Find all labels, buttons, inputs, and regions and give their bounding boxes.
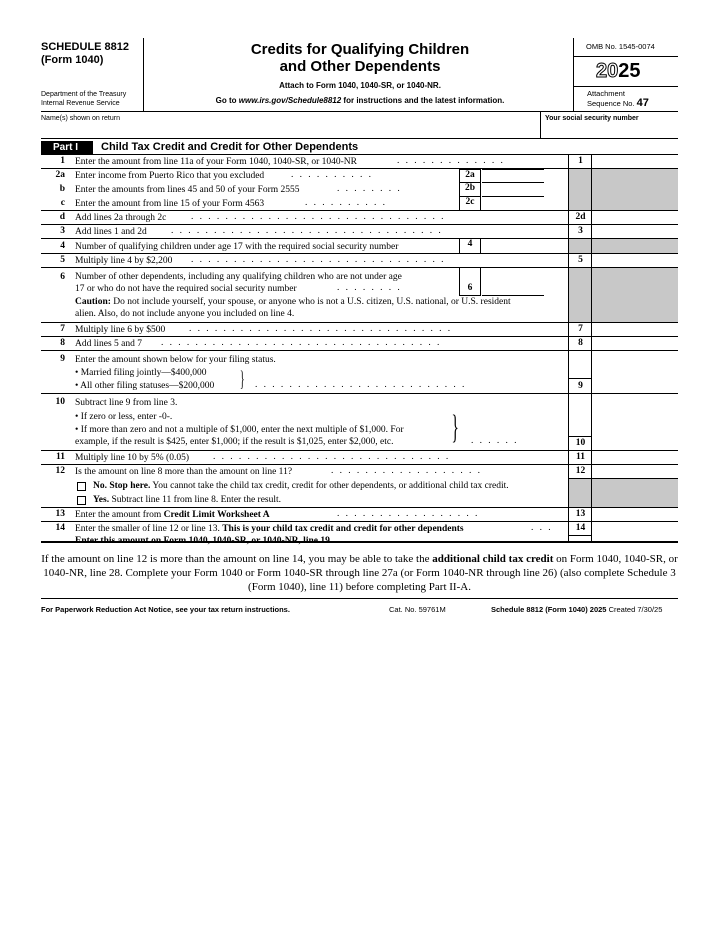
line-7-box: 7 [578, 324, 583, 334]
schedule-name: SCHEDULE 8812 [41, 41, 130, 53]
name-label: Name(s) shown on return [41, 115, 120, 122]
brace-icon: } [451, 409, 459, 446]
line-13-text-bold: Credit Limit Worksheet A [163, 510, 270, 520]
line-9-box: 9 [578, 381, 583, 391]
line-5-amount[interactable] [592, 254, 678, 267]
line-8-amount[interactable] [592, 337, 678, 350]
line-2b-box: 2b [459, 183, 481, 197]
leader-dots: . . . . . . . . . . . . . . . . . [337, 509, 478, 519]
line-6-box: 6 [459, 268, 481, 296]
sequence-text: Sequence No. [587, 99, 635, 108]
line-4 [41, 239, 678, 254]
year-outline: 20 [596, 60, 619, 82]
line-5-box: 5 [578, 255, 583, 265]
line-1-amount[interactable] [592, 155, 678, 168]
catalog-number: Cat. No. 59761M [389, 605, 446, 614]
leader-dots: . . . . . . . . . . . . . [397, 156, 504, 166]
part1-header [41, 139, 678, 155]
title-line-1: Credits for Qualifying Children [250, 41, 470, 58]
line-2a [41, 169, 678, 183]
line-5 [41, 254, 678, 268]
line-7 [41, 323, 678, 337]
line-3-num: 3 [60, 226, 65, 236]
line-2a-box: 2a [459, 169, 481, 183]
line-11-amount[interactable] [592, 451, 678, 464]
dept-irs: Internal Revenue Service [41, 100, 120, 107]
note-post: on Form 1040, 1040-SR, or 1040-NR, line 28. Complete your Form 1040 or Form 1040-SR through line 27a (or Form 1040-NR through line 26) (also complete Schedule 3 (Form 1040), line 11) before completing Part II-A. [43, 553, 678, 593]
line-3-box: 3 [578, 226, 583, 236]
leader-dots: . . . . . . . . . . . . . . . . . . . . . . . . . . . . . . [191, 212, 444, 222]
line-10-option-1: • If zero or less, enter -0-. [75, 412, 173, 422]
line-4-text: Number of qualifying children under age 17 with the required social security number [75, 242, 399, 252]
part1-bottom-rule [41, 541, 678, 543]
header-left [41, 38, 144, 112]
line-2c [41, 197, 678, 211]
line-2d-box: 2d [575, 212, 586, 222]
line-3-text: Add lines 1 and 2d [75, 227, 147, 237]
caution-text-1: Do not include yourself, your spouse, or anyone who is not a U.S. citizen, U.S. national, or U.S. resident [110, 297, 511, 307]
line-2d [41, 211, 678, 225]
line-12 [41, 465, 678, 508]
leader-dots: . . . . . . . . . . [305, 198, 386, 208]
line-10-box: 10 [575, 438, 586, 448]
line-6-amount[interactable] [482, 268, 544, 296]
line-10-text: Subtract line 9 from line 3. [75, 398, 178, 408]
goto-note [145, 96, 575, 105]
attach-note: Attach to Form 1040, 1040-SR, or 1040-NR. [279, 81, 441, 90]
line-8 [41, 337, 678, 351]
line-2c-amount[interactable] [482, 197, 544, 210]
line-13 [41, 508, 678, 522]
omb-number: OMB No. 1545-0074 [586, 42, 655, 51]
ssn-label: Your social security number [545, 115, 639, 122]
form-footer [41, 598, 678, 622]
line-12-num: 12 [55, 466, 65, 476]
line-6 [41, 268, 678, 323]
line-13-box: 13 [575, 509, 586, 519]
no-checkbox[interactable] [77, 482, 86, 491]
leader-dots: . . . . . . . . . . [291, 170, 372, 180]
form-header [41, 38, 678, 112]
line-2c-box: 2c [459, 197, 481, 210]
line-11-box: 11 [576, 452, 585, 462]
line-13-amount[interactable] [592, 508, 678, 521]
goto-url[interactable]: www.irs.gov/Schedule8812 [238, 96, 342, 105]
leader-dots: . . . . . . . . . . . . . . . . . . . . . . . . . . . . [213, 452, 449, 462]
line-8-box: 8 [578, 338, 583, 348]
line-5-text: Multiply line 4 by $2,200 [75, 256, 173, 266]
line-9-box-top [569, 378, 592, 379]
line-1-box: 1 [578, 156, 583, 166]
line-2b-text: Enter the amounts from lines 45 and 50 of your Form 2555 [75, 185, 300, 195]
line-2b-amount[interactable] [482, 183, 544, 197]
line-11 [41, 451, 678, 465]
line-9 [41, 351, 678, 394]
line-6-text-1: Number of other dependents, including any qualifying children who are not under age [75, 272, 402, 282]
line-3 [41, 225, 678, 239]
yes-text: Subtract line 11 from line 8. Enter the result. [109, 495, 282, 505]
year-rule [574, 86, 678, 87]
line-12-amount[interactable] [592, 465, 678, 478]
line-13-text [75, 509, 270, 521]
line-1 [41, 155, 678, 169]
line-10-option-3: example, if the result is $425, enter $1,000; if the result is $1,025, enter $2,000, etc. [75, 437, 394, 447]
line-6-text-2: 17 or who do not have the required social security number [75, 284, 297, 294]
line-2b [41, 183, 678, 197]
ssn-cell [540, 112, 678, 139]
line-11-text: Multiply line 10 by 5% (0.05) [75, 453, 189, 463]
leader-dots: . . . . . . . . [337, 283, 401, 293]
header-right [573, 38, 678, 112]
line-10 [41, 394, 678, 451]
line-10-box-top [569, 436, 592, 437]
paperwork-notice: For Paperwork Reduction Act Notice, see your tax return instructions. [41, 605, 290, 614]
line-9-num: 9 [60, 354, 65, 364]
line-8-text: Add lines 5 and 7 [75, 339, 143, 349]
sequence-label [587, 99, 649, 109]
leader-dots: . . . . . . [471, 436, 517, 446]
line-10-num: 10 [55, 397, 65, 407]
line-13-num: 13 [55, 509, 65, 519]
year-solid: 25 [618, 60, 641, 82]
line-2c-num: c [60, 198, 65, 208]
part1-label: Part I [41, 141, 93, 154]
line-2a-num: 2a [55, 170, 65, 180]
line-9-option-1: • Married filing jointly—$400,000 [75, 368, 207, 378]
note-bold: additional child tax credit [432, 553, 554, 565]
line-14-amount[interactable] [592, 522, 678, 540]
form-name: (Form 1040) [41, 54, 104, 66]
line-7-amount[interactable] [592, 323, 678, 336]
title-line-2: and Other Dependents [279, 58, 441, 75]
leader-dots: . . . . . . . . [337, 184, 401, 194]
yes-label: Yes. [93, 495, 110, 505]
attachment-label: Attachment [587, 89, 625, 98]
line-12-text: Is the amount on line 8 more than the amount on line 11? [75, 467, 293, 477]
line-6-caution-2: alien. Also, do not include anyone you included on line 4. [75, 309, 295, 319]
line-13-text-pre: Enter the amount from [75, 510, 164, 520]
yes-option [93, 494, 281, 506]
line-14-box-bottom [569, 535, 592, 536]
line-8-num: 8 [60, 338, 65, 348]
line-11-num: 11 [56, 452, 65, 462]
line-14-text-bold: This is your child tax credit and credit for other dependents [222, 524, 464, 534]
additional-credit-note [41, 552, 678, 594]
yes-checkbox[interactable] [77, 496, 86, 505]
no-text: You cannot take the child tax credit, credit for other dependents, or additional child tax credit. [150, 481, 509, 491]
omb-rule [574, 56, 678, 57]
line-2d-num: d [59, 212, 65, 222]
no-option [93, 480, 509, 492]
line-12-box-bottom [569, 478, 678, 479]
line-10-amount[interactable] [592, 437, 678, 450]
line-2a-text: Enter income from Puerto Rico that you excluded [75, 171, 265, 181]
leader-dots: . . . . . . . . . . . . . . . . . . . . . . . . . [255, 380, 465, 390]
leader-dots: . . . . . . . . . . . . . . . . . . . . . . . . . . . . . . . . . [161, 338, 440, 348]
line-4-amount[interactable] [482, 239, 544, 253]
line-14 [41, 522, 678, 541]
line-2b-num: b [59, 184, 65, 194]
name-field[interactable] [41, 122, 539, 138]
line-7-text: Multiply line 6 by $500 [75, 325, 166, 335]
leader-dots: . . . . . . . . . . . . . . . . . . . . . . . . . . . . . . . . [171, 226, 442, 236]
sequence-number: 47 [636, 97, 649, 109]
line-1-text: Enter the amount from line 11a of your Form 1040, 1040-SR, or 1040-NR [75, 157, 357, 167]
note-pre: If the amount on line 12 is more than the amount on line 14, you may be able to take the [41, 553, 433, 565]
form-id-name: Schedule 8812 (Form 1040) 2025 [491, 605, 607, 614]
leader-dots: . . . . . . . . . . . . . . . . . . . . . . . . . . . . . . . [189, 324, 451, 334]
line-9-option-2: • All other filing statuses—$200,000 [75, 381, 215, 391]
line-2d-text: Add lines 2a through 2c [75, 213, 167, 223]
leader-dots: . . . . . . . . . . . . . . . . . . . . . . . . . . . . . . [191, 255, 444, 265]
goto-pre: Go to [215, 96, 239, 105]
no-label: No. Stop here. [93, 481, 151, 491]
line-2a-amount[interactable] [482, 169, 544, 183]
leader-dots: . . . . . . . . . . . . . . . . . . [331, 466, 481, 476]
line-10-option-2: • If more than zero and not a multiple of $1,000, enter the next multiple of $1,000. For [75, 425, 404, 435]
brace-icon: } [239, 366, 245, 391]
line-9-text: Enter the amount shown below for your filing status. [75, 355, 276, 365]
line-14-text-pre: Enter the smaller of line 12 or line 13. [75, 524, 223, 534]
leader-dots: . . . [531, 523, 552, 533]
line-6-caution-1 [75, 296, 511, 308]
line-7-num: 7 [60, 324, 65, 334]
line-14-box: 14 [575, 523, 586, 533]
line-14-text [75, 523, 464, 535]
created-date: Created 7/30/25 [608, 605, 663, 614]
line-14-num: 14 [55, 523, 65, 533]
line-5-num: 5 [60, 255, 65, 265]
tax-year [596, 60, 641, 83]
line-3-amount[interactable] [592, 225, 678, 238]
dept-treasury: Department of the Treasury [41, 91, 127, 98]
name-row [41, 112, 678, 139]
part1-title: Child Tax Credit and Credit for Other Dependents [101, 141, 359, 153]
line-12-box: 12 [575, 466, 586, 476]
line-2c-text: Enter the amount from line 15 of your Form 4563 [75, 199, 265, 209]
ssn-field[interactable] [541, 122, 678, 138]
line-2d-amount[interactable] [592, 211, 678, 224]
caution-label: Caution: [75, 297, 111, 307]
line-4-num: 4 [60, 241, 65, 251]
line-6-num: 6 [60, 272, 65, 282]
form-id [491, 605, 662, 614]
line-9-amount[interactable] [592, 379, 678, 393]
goto-post: for instructions and the latest information. [341, 96, 505, 105]
line-1-num: 1 [60, 156, 65, 166]
line-4-box: 4 [459, 239, 481, 253]
